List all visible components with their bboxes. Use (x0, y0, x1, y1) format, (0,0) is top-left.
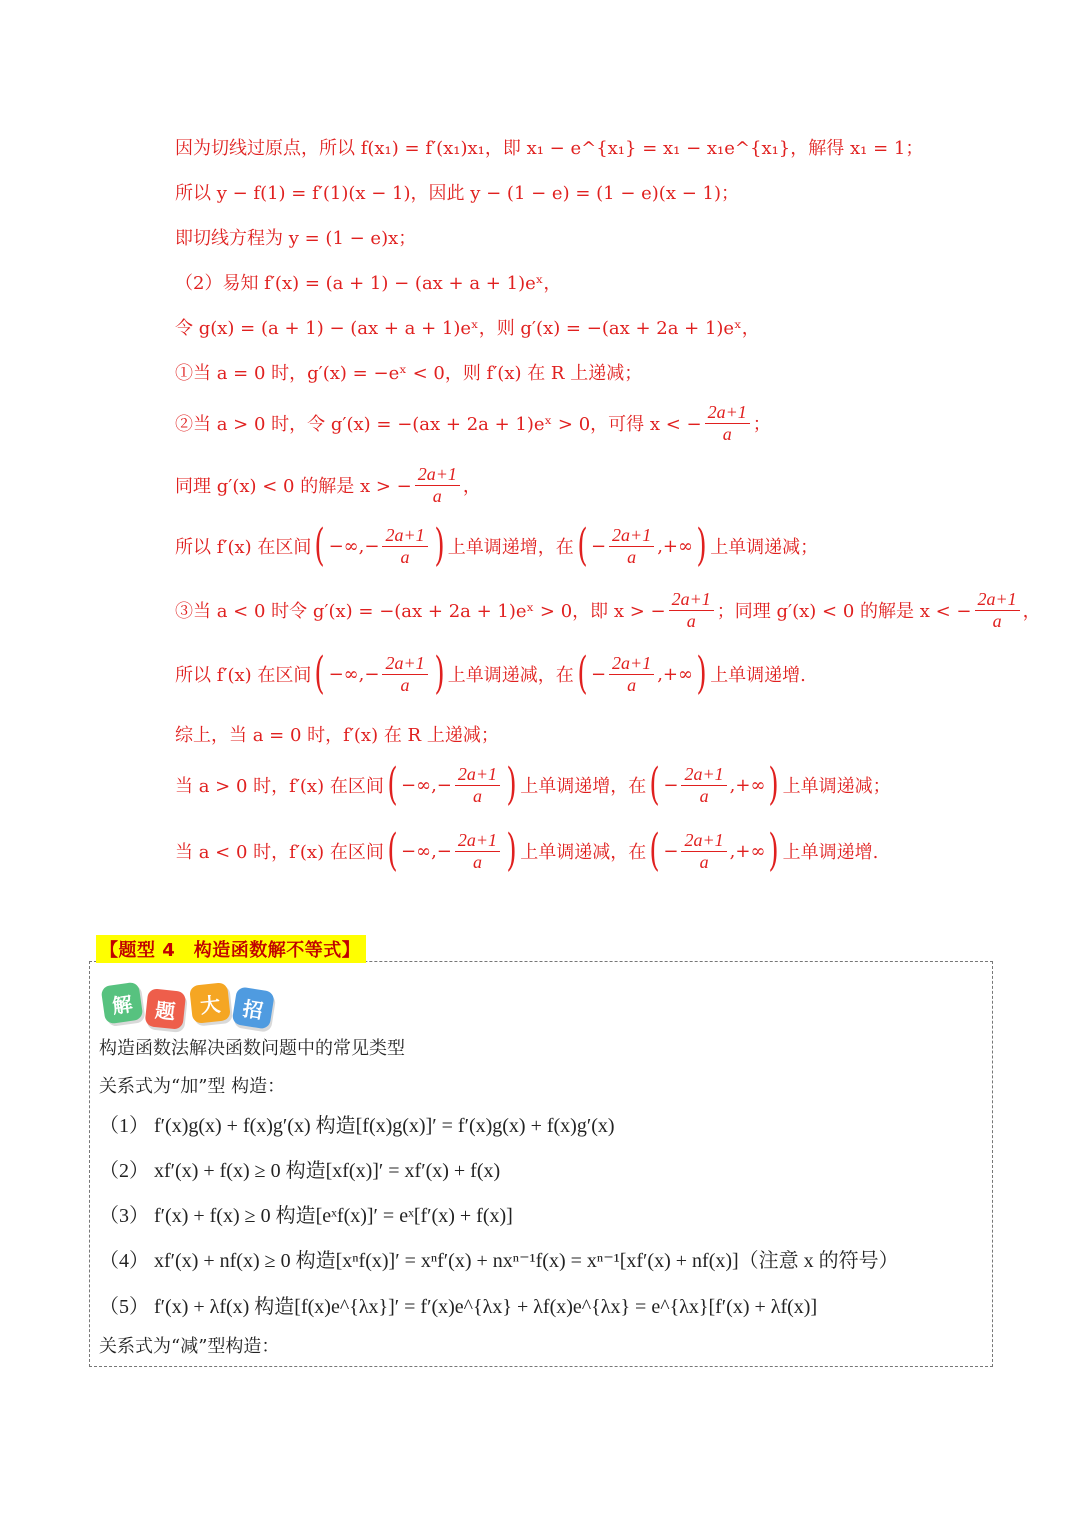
fraction (705, 402, 750, 444)
paren-close: ) (768, 825, 780, 876)
fraction-denominator: a (699, 785, 709, 806)
solution-line-7-end: ； (752, 414, 771, 436)
fraction-numerator: 2a+1 (455, 764, 500, 786)
fraction-numerator: 2a+1 (681, 764, 726, 786)
paren-open: ( (387, 825, 398, 876)
solution-line-8-text: 同理 g′(x) < 0 的解是 x > − (175, 476, 412, 498)
paren-open: ( (387, 759, 398, 810)
add-type-title: 关系式为“加”型 构造： (99, 1076, 286, 1097)
solution-line-3: 即切线方程为 y = (1 − e)x； (175, 228, 417, 249)
solution-line-11 (175, 648, 806, 699)
formula-item-5: （5） f′(x) + λf(x) 构造[f(x)e^{λx}]′ = f′(x)e^{λx} + λf(x)e^{λx} = e^{λx}[f′(x) + λf(x)] (99, 1296, 818, 1318)
interval-neg-inf: −∞,− (401, 840, 452, 862)
solution-line-14 (175, 825, 879, 876)
formula-item-1: （1） f′(x)g(x) + f(x)g′(x) 构造[f(x)g(x)]′ = f′(x)g(x) + f(x)g′(x) (99, 1115, 615, 1137)
fraction-denominator: a (699, 851, 709, 872)
paren-close: ) (768, 759, 780, 810)
solution-line-11-text: 所以 f′(x) 在区间 (175, 665, 312, 686)
paren-close: ) (696, 648, 707, 699)
fraction (609, 653, 654, 695)
solution-line-8 (175, 464, 481, 506)
fraction-numerator: 2a+1 (382, 653, 427, 675)
fraction (975, 589, 1020, 631)
solution-line-14-text: 当 a < 0 时，f′(x) 在区间 (175, 842, 384, 863)
tips-badge (103, 984, 279, 1022)
paren-open: ( (577, 648, 588, 699)
solution-line-11-mid: 上单调递减，在 (447, 665, 574, 686)
badge-tile: 解 (101, 982, 144, 1025)
solution-line-12: 综上，当 a = 0 时，f′(x) 在 R 上递减； (175, 725, 499, 746)
interval-neg: − (590, 535, 607, 557)
solution-line-11-end: 上单调递增. (710, 665, 806, 686)
fraction-numerator: 2a+1 (455, 830, 500, 852)
fraction-numerator: 2a+1 (415, 464, 460, 486)
fraction (681, 764, 726, 806)
solution-line-1: 因为切线过原点，所以 f(x₁) = f′(x₁)x₁，即 x₁ − e^{x₁} = x₁ − x₁e^{x₁}，解得 x₁ = 1； (175, 138, 924, 159)
section-heading: 【题型 4 构造函数解不等式】 (96, 935, 366, 963)
badge-tile: 招 (231, 986, 274, 1029)
fraction-denominator: a (627, 546, 637, 567)
interval-pos-inf: ,+∞ (729, 774, 766, 796)
fraction (609, 525, 654, 567)
solution-line-10-text: ③当 a < 0 时令 g′(x) = −(ax + 2a + 1)eˣ > 0，即 x > − (175, 601, 666, 623)
solution-line-9 (175, 520, 819, 571)
solution-line-13-mid: 上单调递增，在 (520, 776, 647, 797)
fraction-denominator: a (686, 610, 696, 631)
fraction (382, 525, 427, 567)
interval-neg: − (663, 774, 679, 796)
solution-line-10-mid: ；同理 g′(x) < 0 的解是 x < − (716, 601, 972, 623)
solution-line-8-end: ， (462, 476, 481, 498)
fraction-numerator: 2a+1 (681, 830, 726, 852)
sub-type-title: 关系式为“减”型构造： (99, 1336, 280, 1357)
formula-item-2: （2） xf′(x) + f(x) ≥ 0 构造[xf(x)]′ = xf′(x) + f(x) (99, 1160, 501, 1182)
solution-line-10 (175, 589, 1041, 631)
fraction-numerator: 2a+1 (975, 589, 1020, 611)
solution-line-6: ①当 a = 0 时，g′(x) = −eˣ < 0，则 f′(x) 在 R 上递减； (175, 363, 643, 384)
interval-neg: − (663, 840, 679, 862)
interval-neg-inf: −∞,− (328, 663, 380, 685)
fraction (455, 830, 500, 872)
fraction (382, 653, 427, 695)
paren-open: ( (314, 648, 326, 699)
interval-pos-inf: ,+∞ (729, 840, 766, 862)
interval-neg: − (590, 663, 607, 685)
fraction-denominator: a (992, 610, 1002, 631)
solution-line-10-end: ， (1022, 601, 1041, 623)
fraction-denominator: a (627, 674, 637, 695)
badge-tile: 大 (189, 982, 231, 1024)
fraction-denominator: a (400, 674, 410, 695)
paren-open: ( (649, 759, 660, 810)
fraction-denominator: a (400, 546, 410, 567)
solution-line-9-text: 所以 f′(x) 在区间 (175, 537, 312, 558)
solution-line-2: 所以 y − f(1) = f′(1)(x − 1)，因此 y − (1 − e) = (1 − e)(x − 1)； (175, 183, 739, 204)
interval-pos-inf: ,+∞ (657, 663, 694, 685)
paren-close: ) (696, 520, 707, 571)
interval-neg-inf: −∞,− (328, 535, 380, 557)
paren-close: ) (434, 648, 445, 699)
fraction-numerator: 2a+1 (609, 653, 654, 675)
fraction-denominator: a (472, 785, 482, 806)
solution-line-9-end: 上单调递减； (710, 537, 819, 558)
paren-open: ( (314, 520, 326, 571)
fraction-numerator: 2a+1 (609, 525, 654, 547)
paren-close: ) (434, 520, 445, 571)
paren-close: ) (506, 825, 517, 876)
fraction (455, 764, 500, 806)
solution-line-13-end: 上单调递减； (782, 776, 891, 797)
paren-open: ( (577, 520, 588, 571)
solution-line-4: （2）易知 f′(x) = (a + 1) − (ax + a + 1)eˣ， (175, 273, 562, 294)
fraction-numerator: 2a+1 (669, 589, 714, 611)
fraction (415, 464, 460, 506)
formula-item-4: （4） xf′(x) + nf(x) ≥ 0 构造[xⁿf(x)]′ = xⁿf′(x) + nxⁿ⁻¹f(x) = xⁿ⁻¹[xf′(x) + nf(x)]（注意 x 的符号） (99, 1250, 899, 1272)
interval-neg-inf: −∞,− (401, 774, 452, 796)
solution-line-7 (175, 402, 771, 444)
fraction (681, 830, 726, 872)
fraction-denominator: a (472, 851, 482, 872)
solution-line-5: 令 g(x) = (a + 1) − (ax + a + 1)eˣ，则 g′(x) = −(ax + 2a + 1)eˣ， (175, 318, 760, 339)
formula-item-3: （3） f′(x) + f(x) ≥ 0 构造[eˣf(x)]′ = eˣ[f′(x) + f(x)] (99, 1205, 513, 1227)
solution-line-14-mid: 上单调递减，在 (520, 842, 647, 863)
fraction (669, 589, 714, 631)
fraction-denominator: a (432, 485, 442, 506)
interval-pos-inf: ,+∞ (657, 535, 694, 557)
fraction-numerator: 2a+1 (382, 525, 427, 547)
solution-line-13-text: 当 a > 0 时，f′(x) 在区间 (175, 776, 384, 797)
fraction-numerator: 2a+1 (705, 402, 750, 424)
solution-line-14-end: 上单调递增. (782, 842, 879, 863)
solution-line-7-text: ②当 a > 0 时，令 g′(x) = −(ax + 2a + 1)eˣ > 0，可得 x < − (175, 414, 702, 436)
solution-line-13 (175, 759, 891, 810)
paren-open: ( (649, 825, 660, 876)
fraction-denominator: a (722, 423, 732, 444)
paren-close: ) (506, 759, 517, 810)
badge-tile: 题 (144, 988, 186, 1030)
method-intro: 构造函数法解决函数问题中的常见类型 (99, 1038, 405, 1059)
solution-line-9-mid: 上单调递增，在 (447, 537, 574, 558)
